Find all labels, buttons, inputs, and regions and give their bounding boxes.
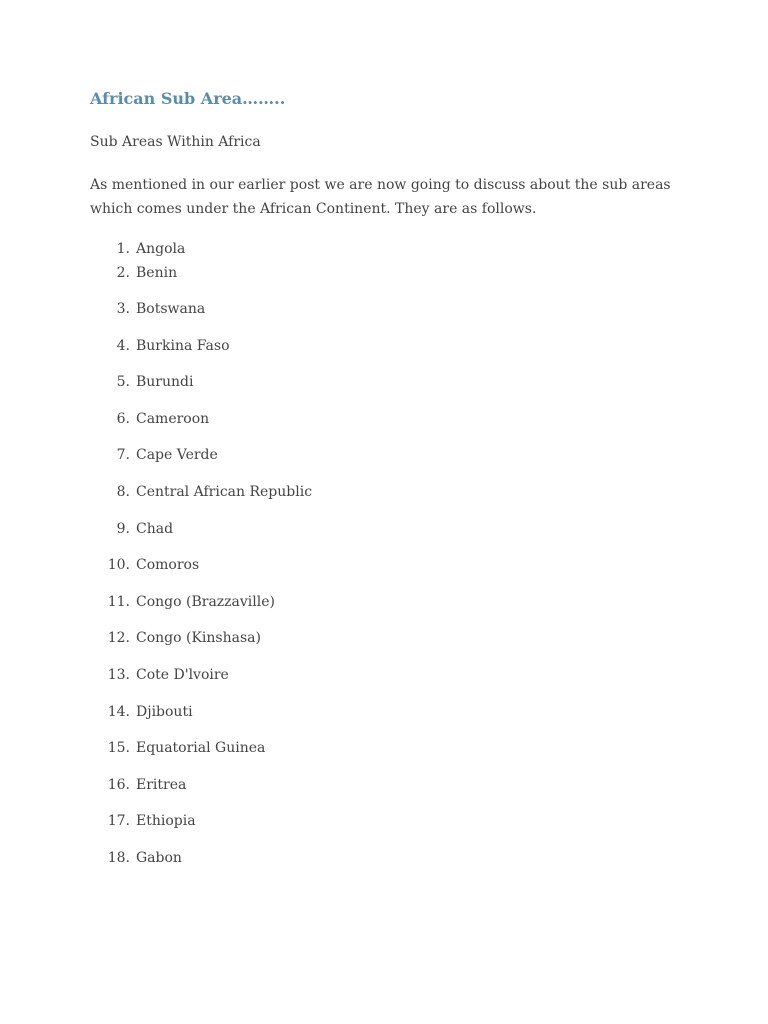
list-item-label: Ethiopia (136, 813, 196, 830)
list-item (90, 239, 490, 259)
list-item-label: Eritrea (136, 776, 187, 793)
list-item-number: 1. (116, 241, 130, 257)
list-item-number: 5. (116, 374, 130, 391)
list-item-label: Equatorial Guinea (136, 740, 266, 757)
list-item-label: Comoros (136, 557, 200, 574)
list-item-number: 17. (107, 813, 130, 830)
list-item-label: Congo (Kinshasa) (136, 630, 261, 647)
list-item (90, 592, 490, 612)
list-item-number: 9. (116, 520, 130, 537)
list-item (90, 519, 490, 539)
list-item (90, 665, 490, 685)
list-item (90, 702, 490, 722)
list-item-number: 8. (116, 484, 130, 500)
list-item (90, 738, 490, 758)
list-item-number: 4. (116, 337, 130, 354)
list-item-label: Angola (136, 241, 186, 257)
list-item (90, 628, 490, 648)
list-item-number: 11. (107, 593, 130, 610)
list-item-number: 13. (107, 667, 130, 683)
list-item (90, 445, 490, 465)
subtitle: Sub Areas Within Africa (90, 134, 261, 150)
list-item-number: 6. (116, 410, 130, 427)
list-item (90, 555, 490, 575)
list-item-label: Botswana (136, 301, 206, 317)
list-item-label: Gabon (136, 850, 182, 866)
list-item-label: Congo (Brazzaville) (136, 593, 275, 610)
list-item-label: Cape Verde (136, 447, 218, 464)
list-item (90, 299, 490, 319)
list-item-number: 10. (107, 557, 130, 574)
list-item (90, 336, 490, 356)
list-item-number: 2. (116, 265, 130, 281)
list-item (90, 775, 490, 795)
list-item-number: 16. (107, 776, 130, 793)
list-item (90, 482, 490, 502)
list-item-number: 14. (107, 703, 130, 720)
list-item-label: Central African Republic (136, 484, 313, 500)
list-item-label: Chad (136, 520, 174, 537)
intro-paragraph: As mentioned in our earlier post we are now going to discuss about the sub areas which comes under the African Continent. They are as follows. (90, 177, 671, 217)
list-item-number: 7. (116, 447, 130, 464)
list-item (90, 409, 490, 429)
page-title: African Sub Area…….. (90, 89, 286, 108)
list-item-label: Burundi (136, 374, 194, 391)
list-item-label: Cote D'lvoire (136, 667, 229, 683)
list-item-label: Djibouti (136, 703, 193, 720)
list-item (90, 811, 490, 831)
list-item-label: Cameroon (136, 410, 210, 427)
list-item-number: 12. (107, 630, 130, 647)
list-item-number: 3. (116, 301, 130, 317)
list-item (90, 372, 490, 392)
list-item-label: Benin (136, 265, 178, 281)
list-item-number: 15. (107, 740, 130, 757)
list-item-label: Burkina Faso (136, 337, 230, 354)
list-item (90, 848, 490, 868)
list-item (90, 263, 490, 283)
list-item-number: 18. (107, 850, 130, 866)
